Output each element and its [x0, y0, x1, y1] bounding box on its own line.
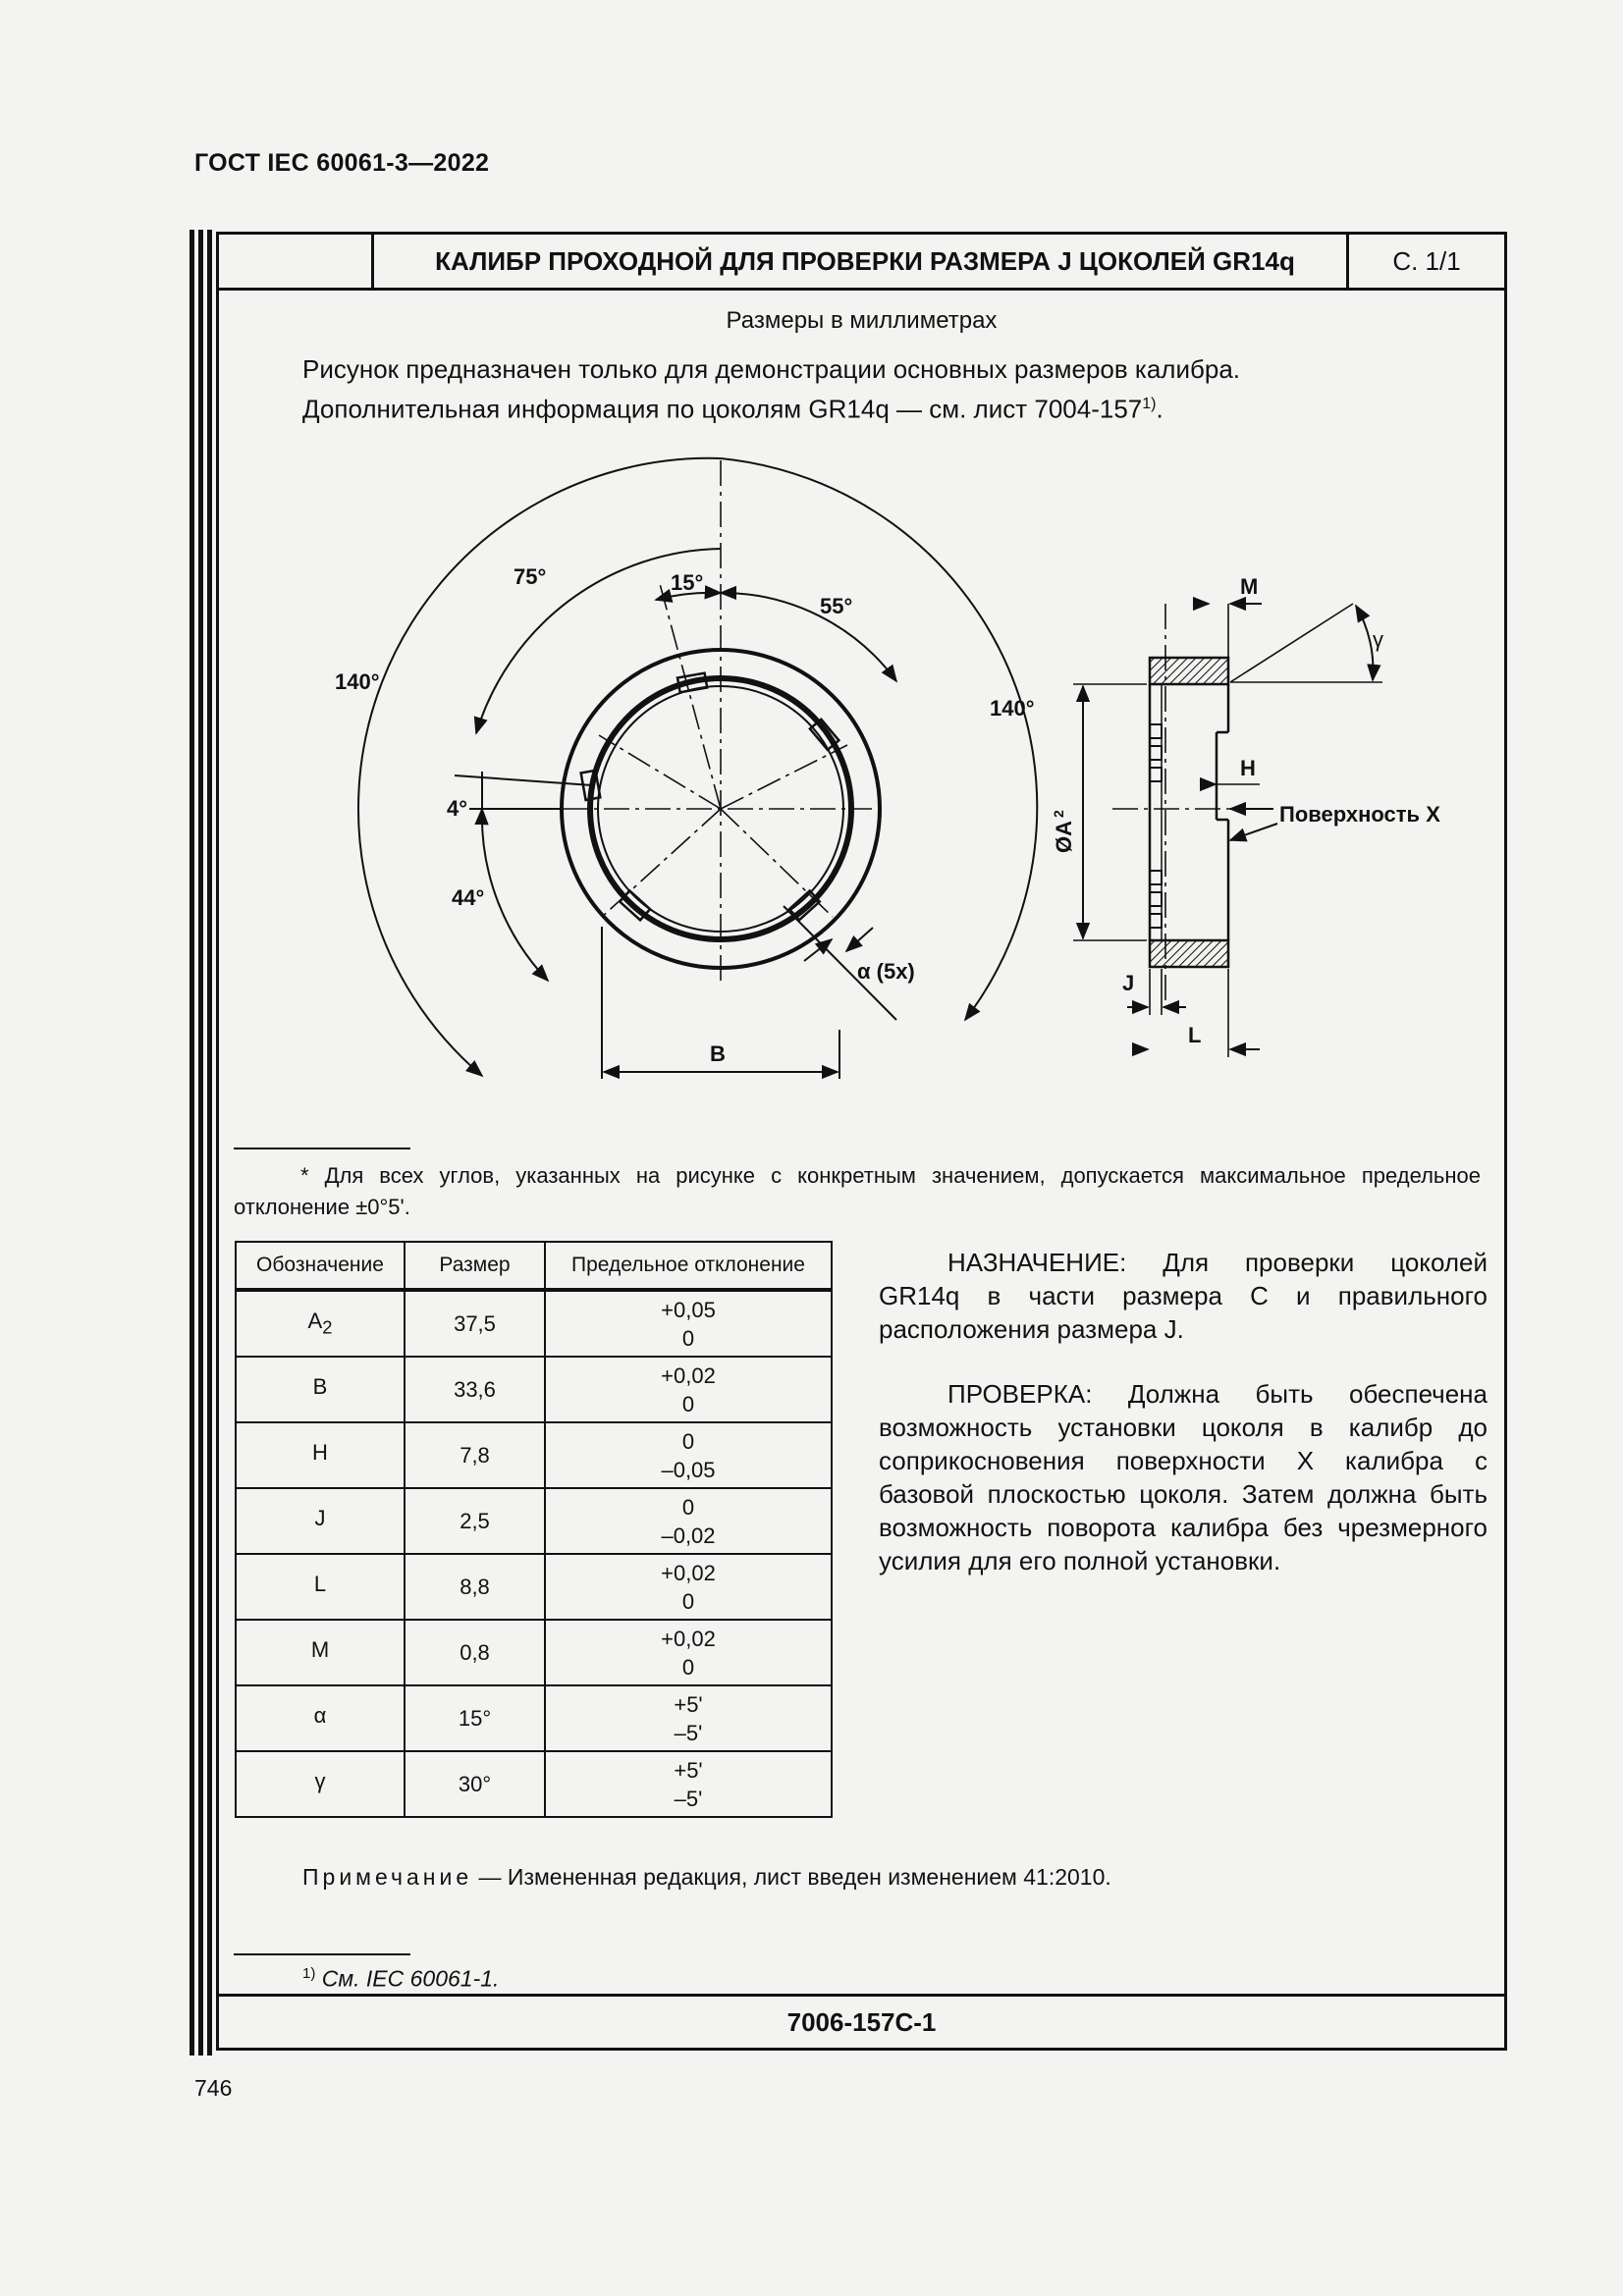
deviation-lower: 0	[681, 1588, 695, 1614]
binding-bars	[189, 230, 213, 2056]
b-label: B	[710, 1041, 726, 1066]
intro-line-1: Рисунок предназначен только для демонстрации основных размеров калибра.	[302, 354, 1241, 384]
symbol: J	[314, 1505, 326, 1530]
size-cell: 0,8	[405, 1620, 545, 1685]
deviation-lower: –5'	[674, 1720, 703, 1745]
purpose-paragraph: НАЗНАЧЕНИЕ: Для проверки цоколей GR14q в части размера C и правильного расположения размера J.	[879, 1248, 1488, 1344]
angle-dimensions	[358, 458, 1037, 1076]
table-row	[236, 1488, 832, 1554]
front-view-labels	[335, 564, 1035, 1066]
angle-140-right-label: 140°	[990, 696, 1035, 721]
a2-label	[1051, 810, 1076, 853]
footnote-1	[302, 1965, 499, 1993]
side-view	[1150, 658, 1228, 967]
intro-footnote-mark: 1)	[1142, 396, 1157, 412]
symbol: L	[313, 1571, 327, 1596]
deviation-upper: +0,02	[661, 1362, 716, 1388]
alpha-5x-label: α (5x)	[857, 959, 915, 984]
check-paragraph: ПРОВЕРКА: Должна быть обеспечена возможность установки цоколя в калибр до соприкосновения поверхности X калибра с базовой плоскостью цоколя. Затем должна быть возможность поворота калибра без чрезмерного усилия для его полной установки.	[879, 1379, 1488, 1575]
deviation-lower: 0	[681, 1325, 695, 1351]
footnote-separator	[234, 1148, 410, 1149]
size-cell: 30°	[405, 1751, 545, 1817]
units-note: Размеры в миллиметрах	[726, 307, 998, 334]
symbol-cell	[236, 1357, 405, 1422]
note-label: Примечание	[302, 1864, 473, 1890]
size-cell: 37,5	[405, 1290, 545, 1357]
symbol: M	[310, 1636, 330, 1662]
footnote-1-text: См. IEC 60061-1.	[315, 1965, 500, 1992]
table-row	[236, 1422, 832, 1488]
dimensions-table	[235, 1241, 833, 1818]
standard-header: ГОСТ IEC 60061-3—2022	[194, 149, 490, 177]
symbol: A	[307, 1308, 323, 1333]
deviation-upper: +0,02	[661, 1560, 716, 1585]
angle-4-label: 4°	[447, 796, 468, 821]
note-text: — Измененная редакция, лист введен изменением 41:2010.	[472, 1864, 1111, 1890]
surface-x-label: Поверхность X	[1279, 802, 1440, 827]
table-header	[236, 1242, 832, 1290]
symbol-cell	[236, 1290, 405, 1357]
symbol-sub: 2	[322, 1316, 333, 1338]
deviation-upper: 0	[681, 1428, 695, 1454]
footnote-1-mark: 1)	[302, 1965, 316, 1982]
deviation-lower: –0,05	[661, 1457, 716, 1482]
gamma-label: γ	[1373, 627, 1383, 652]
deviation-cell	[545, 1554, 832, 1620]
deviation-cell	[545, 1290, 832, 1357]
symbol-cell	[236, 1620, 405, 1685]
header-deviation: Предельное отклонение	[545, 1242, 832, 1290]
deviation-cell	[545, 1488, 832, 1554]
footnote-1-separator	[234, 1953, 410, 1955]
table-row	[236, 1685, 832, 1751]
symbol-cell	[236, 1685, 405, 1751]
side-view-labels	[1051, 574, 1440, 1047]
symbol: α	[313, 1702, 327, 1728]
a2-label-sub: 2	[1051, 810, 1066, 818]
m-label: M	[1240, 574, 1259, 599]
page-number: 746	[194, 2075, 233, 2101]
size-cell: 8,8	[405, 1554, 545, 1620]
table-row	[236, 1554, 832, 1620]
description-text	[879, 1246, 1488, 1609]
angle-tolerance-footnote: * Для всех углов, указанных на рисунке с конкретным значением, допускается максимальное предельное отклонение ±0°5'.	[234, 1163, 1481, 1219]
deviation-upper: +5'	[674, 1691, 703, 1717]
h-label: H	[1240, 756, 1256, 780]
symbol-cell	[236, 1751, 405, 1817]
symbol-cell	[236, 1488, 405, 1554]
deviation-cell	[545, 1620, 832, 1685]
angle-140-left-label: 140°	[335, 669, 380, 694]
angle-75-label: 75°	[514, 564, 547, 589]
deviation-upper: +0,02	[661, 1626, 716, 1651]
symbol: B	[312, 1373, 328, 1399]
sheet-page-label: С. 1/1	[1346, 235, 1504, 288]
deviation-upper: 0	[681, 1494, 695, 1520]
table-row	[236, 1620, 832, 1685]
angle-55-label: 55°	[820, 594, 853, 618]
size-cell: 15°	[405, 1685, 545, 1751]
deviation-lower: –0,02	[661, 1522, 716, 1548]
deviation-upper: +0,05	[661, 1297, 716, 1322]
sheet-title: КАЛИБР ПРОХОДНОЙ ДЛЯ ПРОВЕРКИ РАЗМЕРА J ЦОКОЛЕЙ GR14q	[435, 246, 1295, 276]
change-note	[302, 1864, 1111, 1891]
deviation-lower: 0	[681, 1391, 695, 1416]
header-symbol: Обозначение	[236, 1242, 405, 1290]
header-size: Размер	[405, 1242, 545, 1290]
gauge-drawing	[219, 235, 1504, 1118]
deviation-lower: 0	[681, 1654, 695, 1680]
deviation-cell	[545, 1751, 832, 1817]
size-cell: 7,8	[405, 1422, 545, 1488]
deviation-lower: –5'	[674, 1786, 703, 1811]
table-row	[236, 1290, 832, 1357]
intro-line-2-end: .	[1156, 394, 1163, 424]
symbol-cell	[236, 1422, 405, 1488]
size-cell: 2,5	[405, 1488, 545, 1554]
symbol: H	[312, 1439, 328, 1465]
a2-label-text: ØA	[1052, 821, 1076, 853]
intro-line-2-text: Дополнительная информация по цоколям GR14q — см. лист 7004-157	[302, 394, 1143, 424]
sheet-frame	[216, 232, 1507, 2051]
j-label: J	[1122, 971, 1135, 995]
table-row	[236, 1751, 832, 1817]
deviation-cell	[545, 1357, 832, 1422]
size-cell: 33,6	[405, 1357, 545, 1422]
symbol-cell	[236, 1554, 405, 1620]
l-label: L	[1188, 1023, 1202, 1047]
symbol: γ	[314, 1768, 326, 1793]
center-lines	[563, 460, 872, 981]
deviation-upper: +5'	[674, 1757, 703, 1783]
deviation-cell	[545, 1685, 832, 1751]
deviation-cell	[545, 1422, 832, 1488]
sheet-number: 7006-157C-1	[219, 1994, 1504, 2048]
angle-15-label: 15°	[671, 570, 704, 595]
angle-44-label: 44°	[452, 885, 485, 910]
table-row	[236, 1357, 832, 1422]
